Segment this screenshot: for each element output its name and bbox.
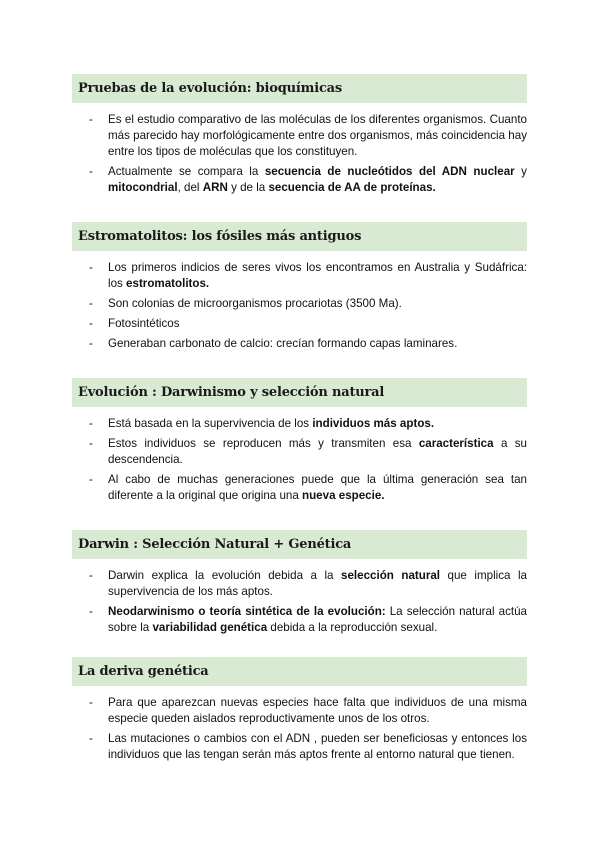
list-item — [72, 316, 527, 332]
bold-text: ARN — [202, 181, 228, 194]
text-run: y — [514, 165, 527, 178]
list-item — [72, 472, 527, 504]
list-item — [72, 695, 527, 727]
text-run: Es el estudio comparativo de las moléculas de los diferentes organismos. Cuanto más parecido hay morfológicamente entre dos organismos, más coincidencia hay entre los tipos de moléculas que los constituyen. — [108, 113, 527, 158]
text-run: y de la — [227, 181, 269, 194]
list-item — [72, 296, 527, 312]
bold-text: secuencia de AA de proteínas. — [268, 181, 436, 194]
text-run: que implica la supervivencia de los más aptos. — [108, 569, 527, 598]
list-item — [72, 436, 527, 468]
list-item — [72, 416, 527, 432]
list-item — [72, 336, 527, 352]
bold-text: variabilidad genética — [152, 621, 268, 634]
text-run: Son colonias de microorganismos procariotas (3500 Ma). — [108, 297, 402, 310]
section-seleccion-genetica — [72, 530, 527, 640]
text-run: debida a la reproducción sexual. — [267, 621, 438, 634]
text-run: , del — [177, 181, 203, 194]
list-item — [72, 112, 527, 160]
text-run: Actualmente se compara la — [108, 165, 265, 178]
section-darwinismo — [72, 378, 527, 508]
bullet-list — [72, 695, 527, 763]
list-item — [72, 568, 527, 600]
text-run: Al cabo de muchas generaciones puede que la última generación sea tan diferente a la original que origina una — [108, 473, 527, 502]
bold-text: Neodarwinismo o teoría sintética de la evolución: — [108, 605, 386, 618]
bullet-list — [72, 568, 527, 636]
text-run: Los primeros indicios de seres vivos los encontramos en Australia y Sudáfrica: los — [108, 261, 527, 290]
text-run: Está basada en la supervivencia de los — [108, 417, 313, 430]
section-bioquimicas — [72, 74, 527, 200]
list-item — [72, 164, 527, 196]
list-item — [72, 731, 527, 763]
text-run: Fotosintéticos — [108, 317, 180, 330]
section-heading: Pruebas de la evolución: bioquímicas — [72, 74, 527, 103]
bullet-list — [72, 416, 527, 504]
text-run: Generaban carbonato de calcio: crecían formando capas laminares. — [108, 337, 458, 350]
bold-text: secuencia de nucleótidos del ADN nuclear — [264, 165, 515, 178]
text-run: Las mutaciones o cambios con el ADN , pueden ser beneficiosas y entonces los individuos que las tengan serán más aptos frente al entorno natural que tienen. — [108, 732, 527, 761]
section-estromatolitos — [72, 222, 527, 356]
section-heading: La deriva genética — [72, 657, 527, 686]
bold-text: nueva especie. — [302, 489, 385, 502]
text-run: Darwin explica la evolución debida a la — [108, 569, 342, 582]
section-heading: Estromatolitos: los fósiles más antiguos — [72, 222, 527, 251]
bullet-list — [72, 112, 527, 196]
bold-text: estromatolitos. — [126, 277, 210, 290]
bold-text: selección natural — [341, 569, 441, 582]
list-item — [72, 260, 527, 292]
text-run: Para que aparezcan nuevas especies hace falta que individuos de una misma especie queden aislados reproductivamente unos de los otros. — [108, 696, 527, 725]
text-run: Estos individuos se reproducen más y transmiten esa — [108, 437, 419, 450]
bold-text: mitocondrial — [108, 181, 178, 194]
text-run: a su descendencia. — [108, 437, 527, 466]
section-deriva-genetica — [72, 657, 527, 767]
section-heading: Evolución : Darwinismo y selección natural — [72, 378, 527, 407]
bold-text: individuos más aptos. — [312, 417, 435, 430]
text-run: La selección natural actúa sobre la — [108, 605, 527, 634]
bold-text: característica — [418, 437, 494, 450]
section-heading: Darwin : Selección Natural + Genética — [72, 530, 527, 559]
bullet-list — [72, 260, 527, 352]
list-item — [72, 604, 527, 636]
